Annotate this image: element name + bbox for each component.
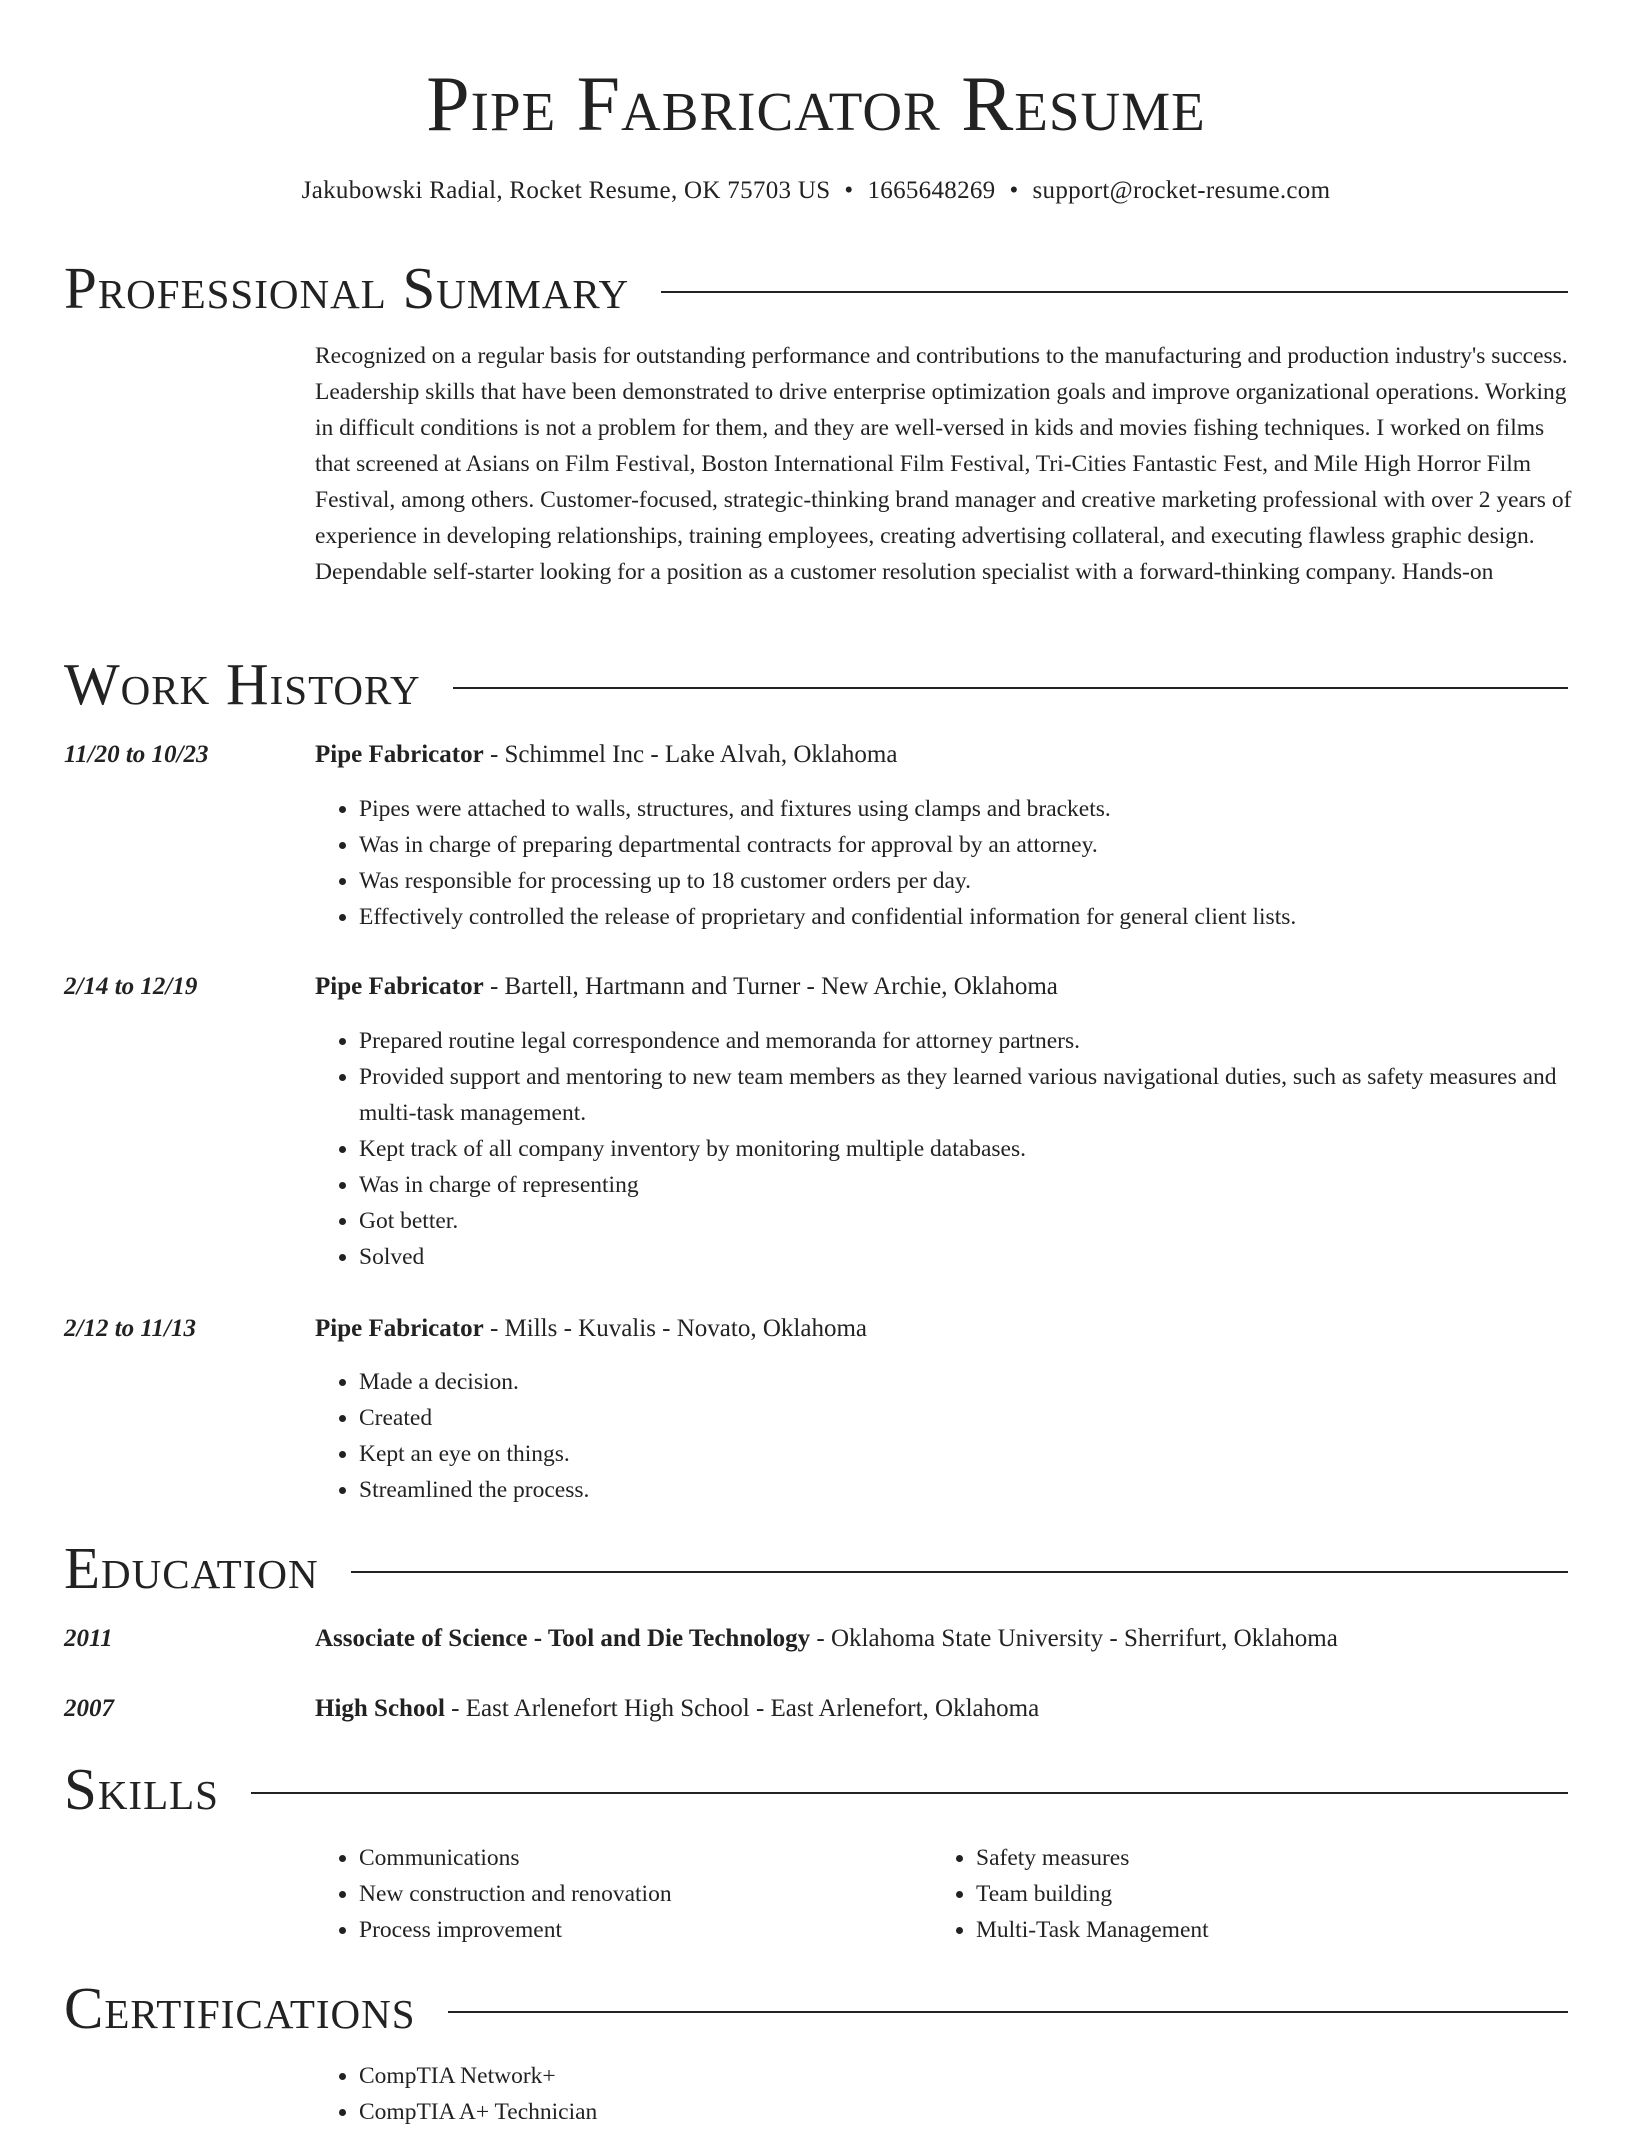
section-rule bbox=[453, 687, 1568, 689]
education-degree: Associate of Science - Tool and Die Technology bbox=[315, 1625, 811, 1652]
job-bullets bbox=[315, 1364, 1617, 1508]
education-degree: High School bbox=[315, 1695, 445, 1722]
summary-heading: Professional Summary bbox=[64, 255, 630, 321]
job-bullet: • Provided support and mentoring to new team members as they learned various navigational duties, such as safety measures and multi-task management. bbox=[359, 1059, 1617, 1131]
skills-list-right bbox=[932, 1840, 1536, 1948]
section-rule bbox=[661, 291, 1568, 293]
job-bullet: • Created bbox=[359, 1400, 1617, 1436]
job-bullet: • Prepared routine legal correspondence and memoranda for attorney partners. bbox=[359, 1023, 1617, 1059]
job-dates: 2/12 to 11/13 bbox=[64, 1315, 196, 1342]
certification-item: • CompTIA A+ Technician bbox=[359, 2094, 1617, 2130]
job-title: Pipe Fabricator bbox=[315, 1315, 484, 1342]
job-bullets bbox=[315, 791, 1617, 935]
resume-title: Pipe Fabricator Resume bbox=[426, 60, 1206, 147]
education-year: 2007 bbox=[64, 1695, 114, 1722]
job-bullets bbox=[315, 1023, 1617, 1275]
contact-separator: • bbox=[844, 177, 854, 204]
job-bullet: • Was in charge of preparing departmental contracts for approval by an attorney. bbox=[359, 827, 1617, 863]
job-heading bbox=[315, 1311, 867, 1347]
job-heading bbox=[315, 969, 1058, 1005]
summary-section-heading bbox=[64, 256, 1568, 320]
job-bullet: • Effectively controlled the release of proprietary and confidential information for general client lists. bbox=[359, 899, 1617, 935]
skill-item: • Team building bbox=[976, 1876, 1536, 1912]
job-bullet: • Was responsible for processing up to 18 customer orders per day. bbox=[359, 863, 1617, 899]
job-title: Pipe Fabricator bbox=[315, 741, 484, 768]
job-heading bbox=[315, 737, 897, 773]
job-dates: 2/14 to 12/19 bbox=[64, 973, 198, 1000]
skill-item: • Communications bbox=[359, 1840, 919, 1876]
section-rule bbox=[351, 1571, 1568, 1573]
skill-item: • Multi-Task Management bbox=[976, 1912, 1536, 1948]
skill-item: • New construction and renovation bbox=[359, 1876, 919, 1912]
skills-list-left bbox=[315, 1840, 919, 1948]
job-bullet: • Made a decision. bbox=[359, 1364, 1617, 1400]
job-bullet: • Kept an eye on things. bbox=[359, 1436, 1617, 1472]
job-details: - Schimmel Inc - Lake Alvah, Oklahoma bbox=[483, 741, 898, 768]
contact-line bbox=[0, 174, 1632, 208]
skills-section-heading bbox=[64, 1757, 1568, 1821]
summary-text: Recognized on a regular basis for outstanding performance and contributions to the manufacturing and production industry's success. Leadership skills that have been demonstrated to drive enterprise optimization goals and improve organizational operations. Working in difficult conditions is not a problem for them, and they are well-versed in kids and movies fishing techniques. I worked on films that screened at Asians on Film Festival, Boston International Film Festival, Tri-Cities Fantastic Fest, and Mile High Horror Film Festival, among others. Customer-focused, strategic-thinking brand manager and creative marketing professional with over 2 years of experience in developing relationships, training employees, creating advertising collateral, and executing flawless graphic design. Dependable self-starter looking for a position as a customer resolution specialist with a forward-thinking company. Hands-on bbox=[315, 343, 1572, 585]
certifications-heading: Certifications bbox=[64, 1975, 416, 2041]
job-dates: 11/20 to 10/23 bbox=[64, 741, 209, 768]
contact-separator: • bbox=[1009, 177, 1019, 204]
certifications-section-heading bbox=[64, 1976, 1568, 2040]
education-heading-line bbox=[315, 1691, 1039, 1727]
education-details: - East Arlenefort High School - East Arlenefort, Oklahoma bbox=[444, 1695, 1040, 1722]
education-heading-line bbox=[315, 1621, 1338, 1657]
job-title: Pipe Fabricator bbox=[315, 973, 484, 1000]
job-bullet: • Streamlined the process. bbox=[359, 1472, 1617, 1508]
education-details: - Oklahoma State University - Sherrifurt, Oklahoma bbox=[810, 1625, 1338, 1652]
contact-phone: 1665648269 bbox=[867, 177, 996, 204]
section-rule bbox=[448, 2011, 1568, 2013]
work-section-heading bbox=[64, 652, 1568, 716]
contact-email[interactable]: support@rocket-resume.com bbox=[1032, 177, 1331, 204]
education-heading: Education bbox=[64, 1535, 319, 1601]
section-rule bbox=[251, 1792, 1568, 1794]
skill-item: • Process improvement bbox=[359, 1912, 919, 1948]
certifications-list bbox=[315, 2058, 1617, 2130]
skill-item: • Safety measures bbox=[976, 1840, 1536, 1876]
job-bullet: • Got better. bbox=[359, 1203, 1617, 1239]
job-details: - Bartell, Hartmann and Turner - New Archie, Oklahoma bbox=[483, 973, 1058, 1000]
job-bullet: • Kept track of all company inventory by monitoring multiple databases. bbox=[359, 1131, 1617, 1167]
job-bullet: • Solved bbox=[359, 1239, 1617, 1275]
job-details: - Mills - Kuvalis - Novato, Oklahoma bbox=[483, 1315, 867, 1342]
work-heading: Work History bbox=[64, 651, 421, 717]
job-bullet: • Was in charge of representing bbox=[359, 1167, 1617, 1203]
job-bullet: • Pipes were attached to walls, structures, and fixtures using clamps and brackets. bbox=[359, 791, 1617, 827]
education-year: 2011 bbox=[64, 1625, 113, 1652]
certification-item: • CompTIA Network+ bbox=[359, 2058, 1617, 2094]
skills-heading: Skills bbox=[64, 1756, 219, 1822]
education-section-heading bbox=[64, 1536, 1568, 1600]
contact-address: Jakubowski Radial, Rocket Resume, OK 75703 US bbox=[301, 177, 831, 204]
